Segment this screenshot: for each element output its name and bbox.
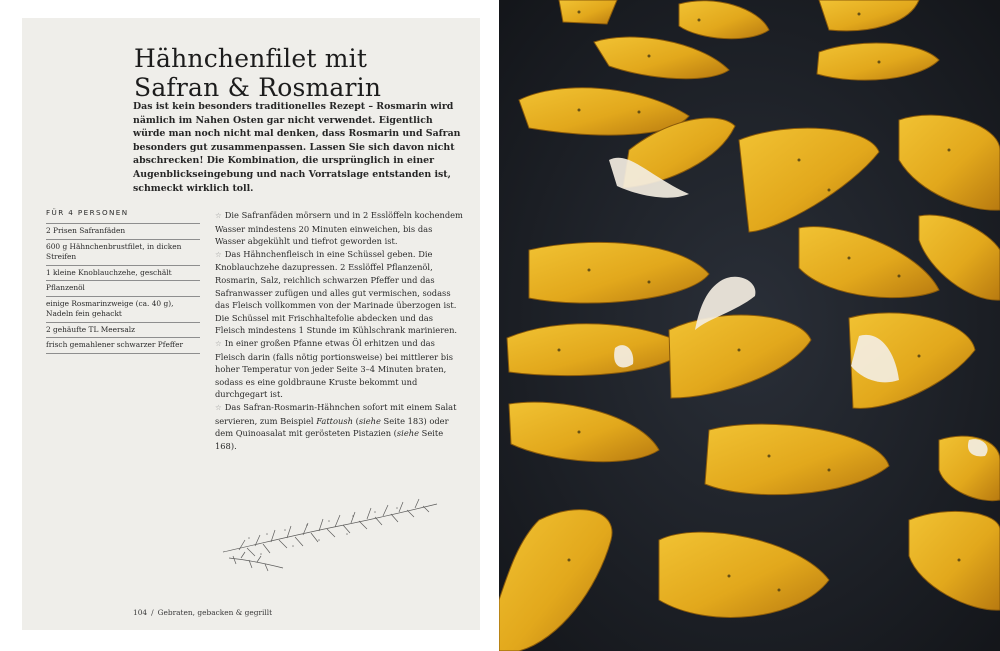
step-3 [215,337,463,401]
see-label: siehe [396,428,419,439]
grilled-chicken-strips-photo [499,0,1000,651]
recipe-intro: Das ist kein besonders traditionelles Rezept – Rosmarin wird nämlich im Nahen Osten gar nicht verwendet. Eigentlich würde man noch nicht mal denken, dass Rosmarin und Safran besonders gut zusammenpassen. Lassen Sie sich davon nicht abschrecken! Die Kombination, die ursprünglich in einer Augenblickseingebung und nach Vorratslage entstanden ist, schmeckt wirklich toll. [133,101,461,194]
step-1 [215,209,463,248]
step-4 [215,401,463,452]
rosemary-sketch-illustration [219,494,441,572]
star-icon: ☆ [215,338,222,348]
see-label: siehe [358,415,381,426]
ingredient-item: frisch gemahlener schwarzer Pfeffer [46,337,200,354]
ingredient-item: 600 g Hähnchenbrustfilet, in dicken Streifen [46,239,200,265]
page-footer [133,608,272,617]
ingredient-item: 2 gehäufte TL Meersalz [46,322,200,338]
step-text: Das Hähnchenfleisch in eine Schüssel geben. Die Knoblauchzehe dazupressen. 2 Esslöffel Pflanzenöl, Rosmarin, Salz, reichlich schwarzen Pfeffer und das Safranwasser zufügen und alles gut vermischen, sodass das Fleisch vollkommen von der Marinade überzogen ist. Die Schüssel mit Frischhaltefolie abdecken und das Fleisch mindestens 1 Stunde im Kühlschrank marinieren. [215,248,458,336]
ingredient-item: einige Rosmarinzweige (ca. 40 g), Nadeln fein gehackt [46,296,200,322]
step-text: ( [352,415,359,426]
food-photo [499,0,1000,651]
star-icon: ☆ [215,249,222,259]
title-line-2: Safran & Rosmarin [134,73,382,102]
page-number: 104 [133,608,148,617]
step-2 [215,248,463,337]
ingredient-list [46,223,200,354]
step-text: Seite 183) oder dem Quinoasalat mit gerösteten Pistazien ( [215,415,449,439]
cross-reference: Fattoush [316,415,353,426]
chapter-name: Gebraten, gebacken & gegrillt [157,608,273,617]
footer-separator: / [151,608,154,617]
star-icon: ☆ [215,402,222,412]
star-icon: ☆ [215,211,222,220]
method-steps [215,209,463,452]
step-text: Seite 168). [215,428,444,451]
title-line-1: Hähnchenfilet mit [134,44,368,73]
step-text: Das Safran-Rosmarin-Hähnchen sofort mit einem Salat servieren, zum Beispiel [215,401,457,426]
ingredient-item: Pflanzenöl [46,280,200,296]
step-text: In einer großen Pfanne etwas Öl erhitzen und das Fleisch darin (falls nötig portionsweise) bei mittlerer bis hoher Temperatur von jeder Seite 3–4 Minuten braten, sodass es eine goldbraune Kruste bekommt und durchgegart ist. [215,337,453,400]
recipe-page [22,18,480,630]
step-text: Die Safranfäden mörsern und in 2 Esslöffeln kochendem Wasser mindestens 20 Minuten einweichen, bis das Wasser abgekühlt und tiefrot geworden ist. [215,210,463,247]
servings-heading: FÜR 4 PERSONEN [46,208,129,217]
recipe-title [134,44,381,102]
ingredient-item: 2 Prisen Safranfäden [46,223,200,239]
ingredient-item: 1 kleine Knoblauchzehe, geschält [46,265,200,281]
